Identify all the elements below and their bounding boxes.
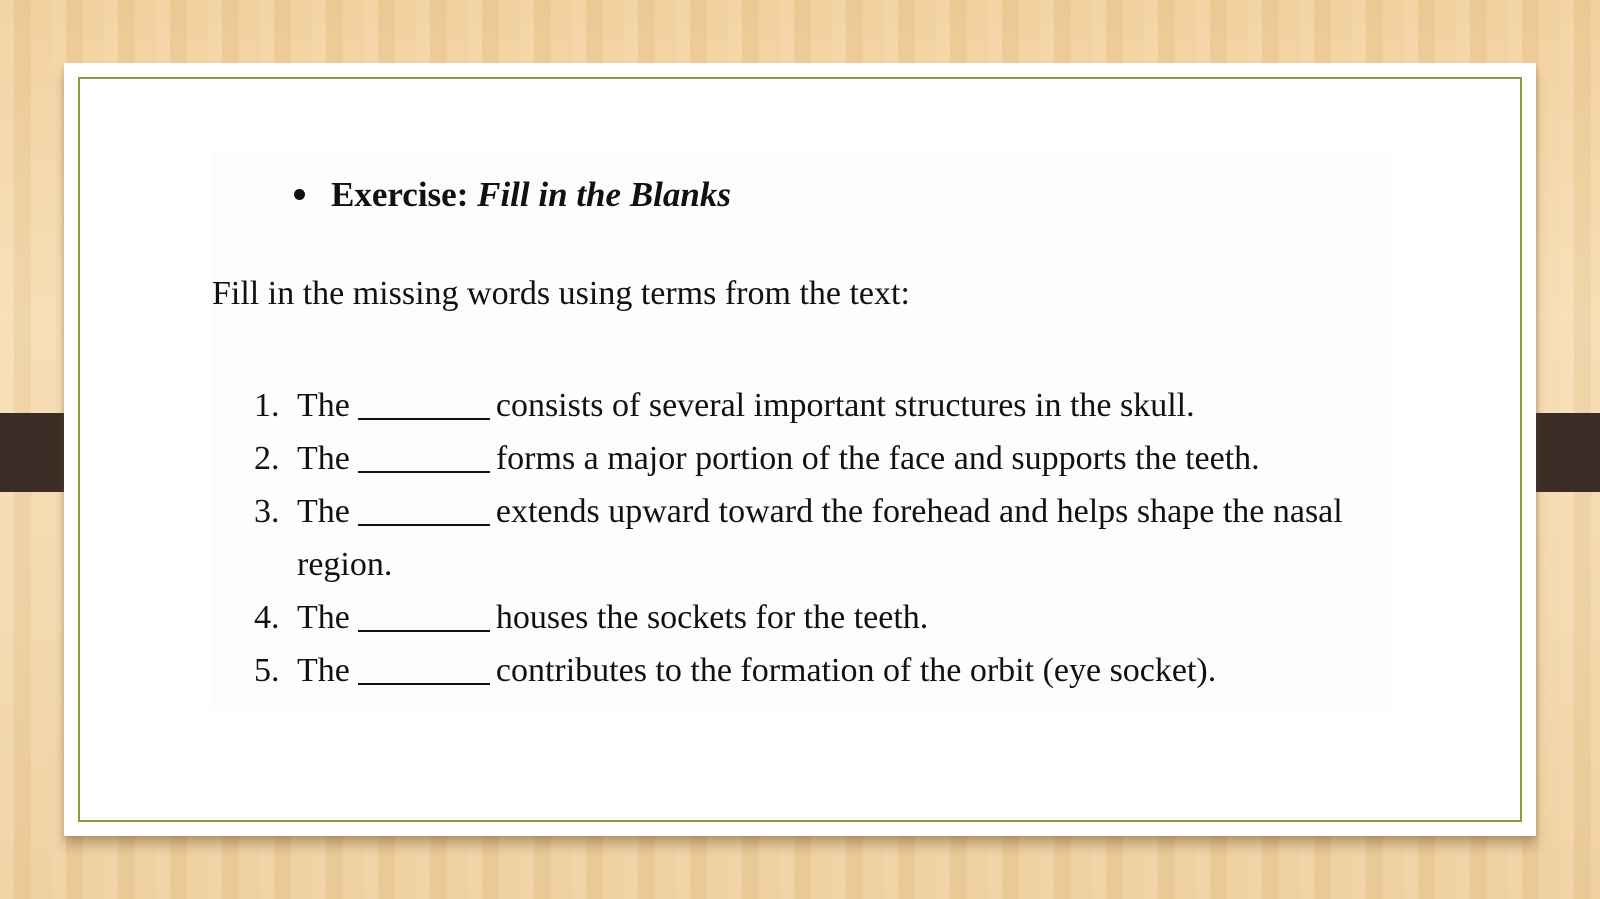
- item-number: 4.: [254, 599, 280, 636]
- item-lead: The: [297, 599, 350, 636]
- item-number: 1.: [254, 387, 280, 424]
- answer-blank[interactable]: [358, 382, 490, 420]
- item-text: extends upward toward the forehead and helps shape the nasal region.: [297, 493, 1343, 583]
- item-number: 3.: [254, 493, 280, 530]
- list-item: [254, 644, 1374, 697]
- list-item: [254, 379, 1374, 432]
- item-number: 5.: [254, 652, 280, 689]
- exercise-title: Fill in the Blanks: [477, 175, 731, 214]
- document-excerpt: [212, 151, 1392, 711]
- item-lead: The: [297, 387, 350, 424]
- answer-blank[interactable]: [358, 647, 490, 685]
- item-text: forms a major portion of the face and supports the teeth.: [495, 440, 1260, 477]
- item-number: 2.: [254, 440, 280, 477]
- answer-blank[interactable]: [358, 488, 490, 526]
- list-item: [254, 485, 1374, 591]
- bullet-icon: [294, 189, 305, 200]
- exercise-heading: [294, 175, 731, 215]
- answer-blank[interactable]: [358, 594, 490, 632]
- slide-card: [64, 63, 1536, 836]
- answer-blank[interactable]: [358, 435, 490, 473]
- instruction-text: Fill in the missing words using terms from the text:: [212, 275, 910, 312]
- blank-items-list: [254, 379, 1374, 697]
- item-lead: The: [297, 652, 350, 689]
- item-lead: The: [297, 493, 350, 530]
- list-item: [254, 432, 1374, 485]
- item-lead: The: [297, 440, 350, 477]
- list-item: [254, 591, 1374, 644]
- item-text: contributes to the formation of the orbit (eye socket).: [495, 652, 1217, 689]
- item-text: houses the sockets for the teeth.: [495, 599, 929, 636]
- item-text: consists of several important structures in the skull.: [495, 387, 1195, 424]
- exercise-label: Exercise:: [331, 175, 469, 214]
